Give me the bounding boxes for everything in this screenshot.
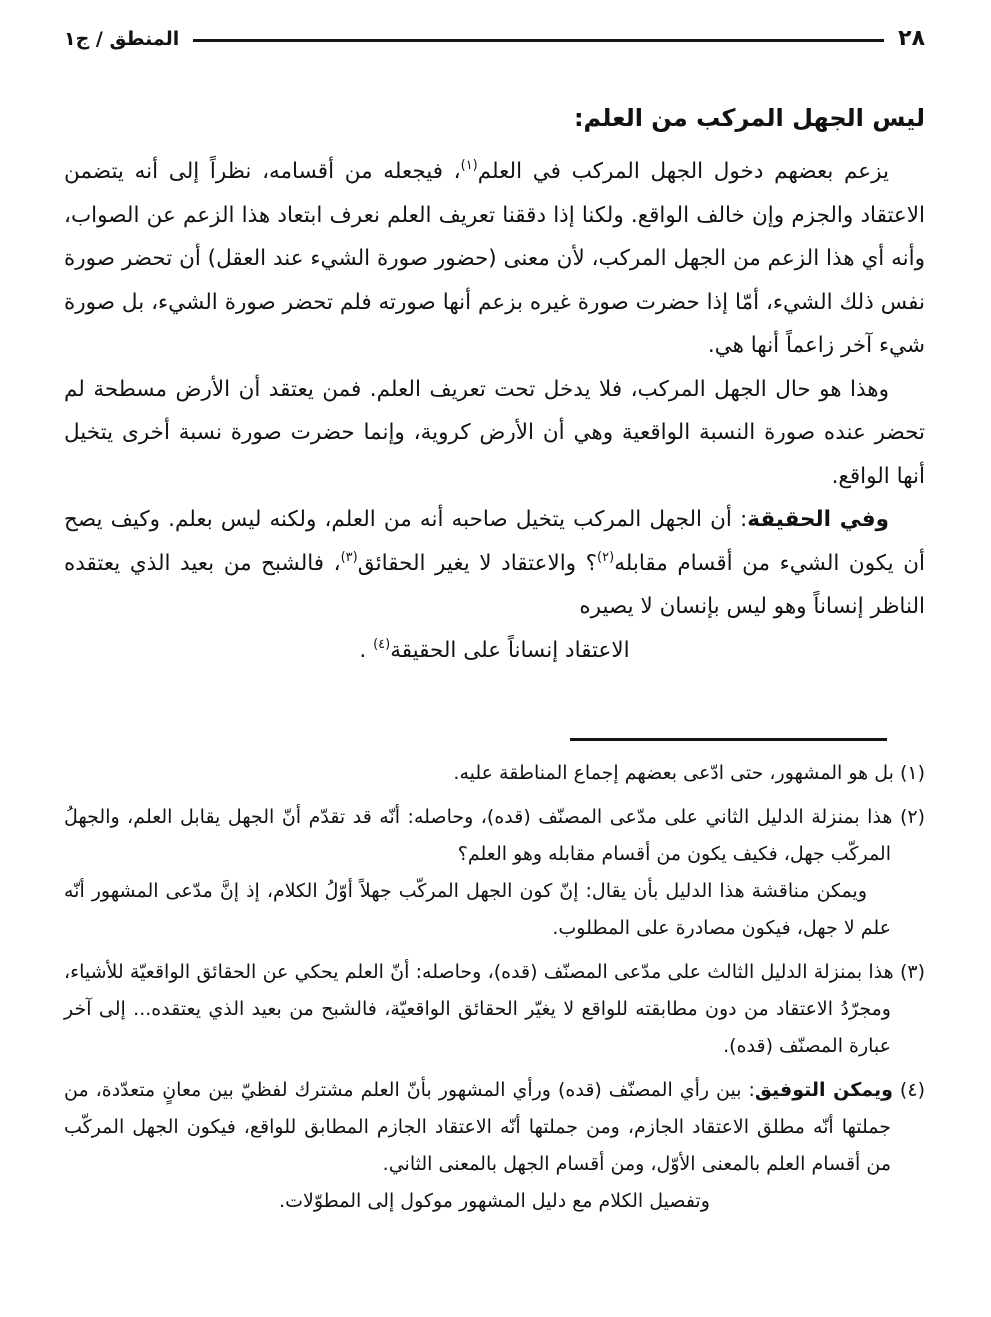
bold-lead: ويمكن التوفيق <box>754 1079 893 1102</box>
header-rule <box>193 39 884 42</box>
footnote-4 <box>64 1072 925 1220</box>
footnote-ref: (١) <box>460 158 478 174</box>
footnotes <box>64 755 925 1220</box>
section-heading: ليس الجهل المركب من العلم: <box>573 104 925 132</box>
book-title: المنطق / ج١ <box>64 27 180 50</box>
footnote-paragraph: (٢) هذا بمنزلة الدليل الثاني على مدّعى المصنّف (قده)، وحاصله: أنّه قد تقدّم أنّ الجهل يقابل العلم، والجهلُ المركّب جهل، فكيف يكون من أقسام مقابله وهو العلم؟ <box>64 806 925 866</box>
footnote-2 <box>64 799 925 947</box>
footnote-number: (٤) <box>892 1079 925 1102</box>
footnote-ref: (٣) <box>340 549 358 565</box>
footnote-paragraph: وتفصيل الكلام مع دليل المشهور موكول إلى المطوّلات. <box>279 1190 710 1213</box>
footnote-paragraph: (٤) ويمكن التوفيق: بين رأي المصنّف (قده) ورأي المشهور بأنّ العلم مشترك لفظيّ بين معانٍ متعدّدة، من جملتها أنّه مطلق الاعتقاد الجازم، ومن جملتها أنّه الاعتقاد الجازم المطابق للواقع، فيكون الجهل المركّب من أقسام العلم بالمعنى الأوّل، ومن أقسام الجهل بالمعنى الثاني. <box>64 1079 925 1176</box>
body-paragraph-1: يزعم بعضهم دخول الجهل المركب في العلم$^{(١)}$، فيجعله من أقسامه، نظراً إلى أنه يتضمن الاعتقاد والجزم وإن خالف الواقع. ولكنا إذا دققنا تعريف العلم نعرف ابتعاد هذا الزعم عن الصواب، وأنه أي هذا الزعم من الجهل المركب، لأن معنى (حضور صورة الشيء عند العقل) أن تحضر صورة نفس ذلك الشيء، أمّا إذا حضرت صورة غيره بزعم أنها صورته فلم تحضر صورة الشيء، بل صورة شيء آخر زاعماً أنها هي. <box>64 158 925 359</box>
body-paragraph-3: وفي الحقيقة: أن الجهل المركب يتخيل صاحبه أنه من العلم، ولكنه ليس بعلم. وكيف يصح أن يكون الشيء من أقسام مقابله$^{(٢)}$؟ والاعتقاد لا يغير الحقائق$^{(٣)}$، فالشبح من بعيد الذي يعتقده الناظر إنساناً وهو ليس بإنسان لا يصيره <box>64 507 925 620</box>
bold-lead: وفي الحقيقة <box>747 507 889 533</box>
footnote-paragraph: (١) بل هو المشهور، حتى ادّعى بعضهم إجماع المناطقة عليه. <box>453 762 925 785</box>
body-paragraph-2: وهذا هو حال الجهل المركب، فلا يدخل تحت تعريف العلم. فمن يعتقد أن الأرض مسطحة لم تحضر عنده صورة النسبة الواقعية وهي أن الأرض كروية، وإنما حضرت صورة نسبة أخرى يتخيل أنها الواقع. <box>64 376 925 489</box>
footnote-1 <box>64 755 925 792</box>
body-paragraph-3-tail: الاعتقاد إنساناً على الحقيقة$^{(٤)}$ . <box>359 636 630 663</box>
body-text <box>64 150 925 672</box>
footnote-separator <box>570 738 887 741</box>
footnote-paragraph: (٣) هذا بمنزلة الدليل الثالث على مدّعى المصنّف (قده)، وحاصله: أنّ العلم يحكي عن الحقائق الواقعيّة للأشياء، ومجرّدُ الاعتقاد من دون مطابقته للواقع لا يغيّر الحقائق الواقعيّة، فالشبح من بعيد الذي يعتقده... إلى آخر عبارة المصنّف (قده). <box>64 961 925 1058</box>
footnote-paragraph: ويمكن مناقشة هذا الدليل بأن يقال: إنّ كون الجهل المركّب جهلاً أوّلُ الكلام، إذ إنَّ مدّعى المشهور أنّه علم لا جهل، فيكون مصادرة على المطلوب. <box>64 880 891 940</box>
footnote-number: (١) <box>893 762 925 785</box>
page-header <box>64 26 925 51</box>
footnote-3 <box>64 954 925 1065</box>
footnote-number: (٢) <box>892 806 925 829</box>
footnote-ref: (٤) <box>373 636 391 652</box>
footnote-number: (٣) <box>893 961 925 984</box>
footnote-ref: (٢) <box>597 549 615 565</box>
page-number: ٢٨ <box>898 26 925 51</box>
